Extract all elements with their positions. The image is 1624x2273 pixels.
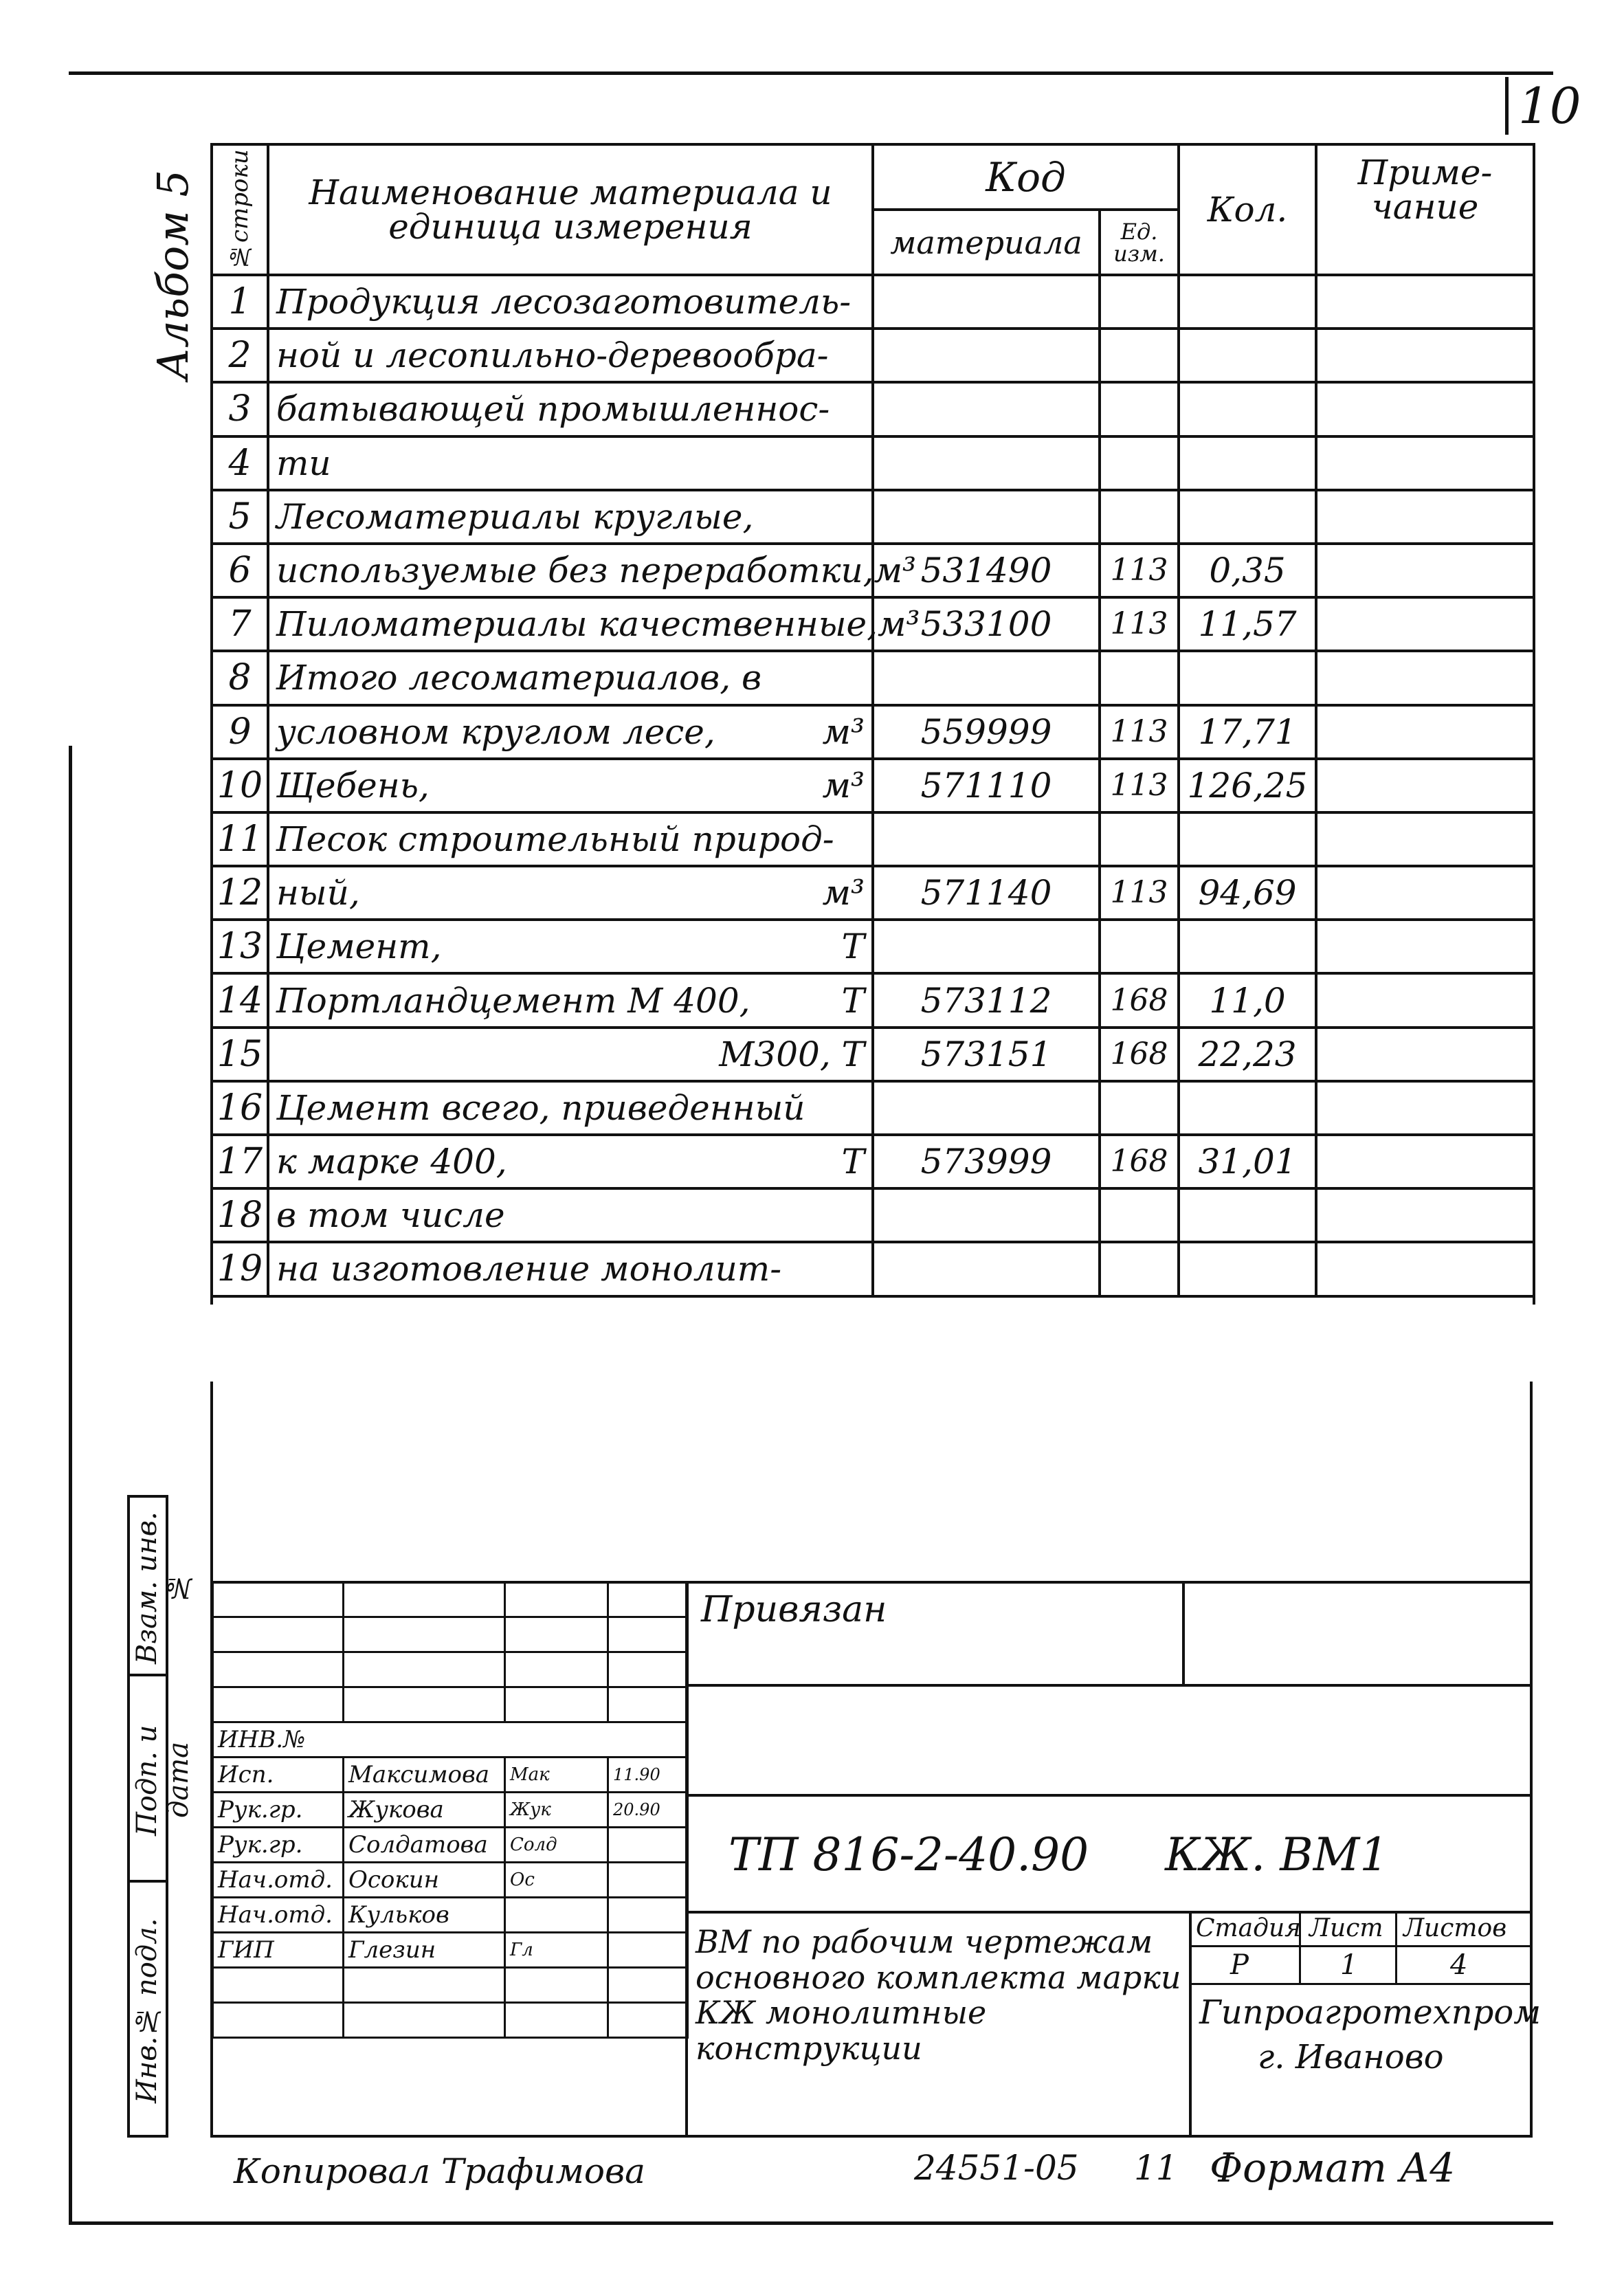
row-ed: [1100, 275, 1179, 329]
doc-description: ВМ по рабочим чертежам основного комплекта марки КЖ монолитные конструкции: [696, 1923, 1181, 2067]
row-ed: 113: [1100, 866, 1179, 920]
sig-sign: Мак: [505, 1758, 608, 1793]
sheet-header: Лист: [1309, 1914, 1383, 1942]
row-number: 10: [212, 759, 268, 812]
row-name-text: Продукция лесозаготовитель-: [276, 282, 852, 322]
signature-blank-row: [213, 1687, 688, 1722]
row-ed: [1100, 382, 1179, 436]
row-number: 3: [212, 382, 268, 436]
row-number: 17: [212, 1135, 268, 1188]
row-code: [873, 436, 1100, 490]
row-note: [1316, 812, 1534, 866]
sig-date: [608, 1933, 688, 1968]
row-name-text: ный,: [276, 873, 360, 913]
table-row: [212, 866, 1534, 920]
table-row: [212, 812, 1534, 866]
row-number: 15: [212, 1028, 268, 1081]
row-number: 2: [212, 329, 268, 382]
header-name: Наименование материала и единица измерения: [268, 144, 873, 275]
sig-sign: Солд: [505, 1828, 608, 1863]
row-name: [268, 436, 873, 490]
side-label-podp: Подп. и дата: [131, 1725, 194, 1836]
table-row: [212, 1028, 1534, 1081]
left-frame-line: [69, 746, 72, 2224]
sheet-value: 1: [1340, 1949, 1358, 1981]
row-code: 571110: [873, 759, 1100, 812]
header-note: Приме- чание: [1316, 144, 1534, 275]
row-name: [268, 490, 873, 544]
row-name-text: Песок строительный природ-: [276, 819, 834, 859]
sheets-value: 4: [1450, 1949, 1468, 1981]
row-code: [873, 382, 1100, 436]
row-name-text: к марке 400,: [276, 1142, 507, 1182]
table-gap-row: [212, 1296, 1534, 1305]
signature-row: [213, 1863, 688, 1898]
bottom-frame-line: [69, 2221, 1553, 2225]
row-name-text: Пиломатериалы качественные,: [276, 604, 878, 645]
footer-number: 24551-05: [914, 2148, 1079, 2188]
row-code: [873, 329, 1100, 382]
row-name-text: используемые без переработки,: [276, 551, 874, 591]
row-code: [873, 275, 1100, 329]
row-number: 4: [212, 436, 268, 490]
row-name: [268, 275, 873, 329]
row-note: [1316, 382, 1534, 436]
table-row: [212, 973, 1534, 1027]
header-row-no: №строки: [212, 144, 268, 275]
header-unit: Ед. изм.: [1100, 210, 1179, 275]
row-note: [1316, 275, 1534, 329]
sig-role: Нач.отд.: [213, 1898, 344, 1933]
row-qty: [1179, 812, 1316, 866]
row-code: 573999: [873, 1135, 1100, 1188]
row-qty: [1179, 382, 1316, 436]
sig-sign: Ос: [505, 1863, 608, 1898]
row-ed: [1100, 1242, 1179, 1296]
row-number: 11: [212, 812, 268, 866]
row-qty: [1179, 329, 1316, 382]
table-row: [212, 705, 1534, 759]
row-unit: м³: [822, 765, 865, 806]
table-row: [212, 544, 1534, 597]
side-label-vzam: Взам. инв.№: [131, 1511, 194, 1664]
signature-blank-row: [213, 2003, 688, 2038]
row-name: [268, 1028, 873, 1081]
row-qty: [1179, 1081, 1316, 1135]
table-row: [212, 759, 1534, 812]
table-row: [212, 490, 1534, 544]
row-number: 1: [212, 275, 268, 329]
row-ed: 113: [1100, 759, 1179, 812]
row-name-text: условном круглом лесе,: [276, 711, 715, 752]
org-name: Гипроагротехпром: [1199, 1993, 1542, 2032]
row-note: [1316, 544, 1534, 597]
row-ed: [1100, 920, 1179, 973]
row-code: [873, 1242, 1100, 1296]
row-unit: Т: [841, 1142, 865, 1182]
row-unit: м³: [822, 873, 865, 913]
row-unit: М300, Т: [719, 1034, 865, 1074]
row-name: [268, 1242, 873, 1296]
materials-table: [210, 143, 1535, 1305]
row-ed: 113: [1100, 597, 1179, 651]
sig-role: Рук.гр.: [213, 1793, 344, 1828]
row-note: [1316, 759, 1534, 812]
table-row: [212, 436, 1534, 490]
doc-code-number: ТП 816-2-40.90: [728, 1828, 1089, 1881]
row-number: 12: [212, 866, 268, 920]
row-number: 5: [212, 490, 268, 544]
sig-date: [608, 1898, 688, 1933]
row-note: [1316, 920, 1534, 973]
row-number: 9: [212, 705, 268, 759]
sig-sign: [505, 1898, 608, 1933]
row-qty: 22,23: [1179, 1028, 1316, 1081]
row-qty: 11,0: [1179, 973, 1316, 1027]
sig-role: Нач.отд.: [213, 1863, 344, 1898]
row-name-text: Цемент,: [276, 927, 442, 967]
row-code: [873, 651, 1100, 705]
row-ed: [1100, 436, 1179, 490]
row-qty: [1179, 436, 1316, 490]
top-frame-line: [69, 71, 1553, 75]
stage-header: Стадия: [1196, 1914, 1301, 1942]
signature-grid: [212, 1581, 689, 2039]
doc-code-suffix: КЖ. ВМ1: [1165, 1828, 1389, 1881]
row-name-text: Лесоматериалы круглые,: [276, 496, 754, 537]
row-note: [1316, 329, 1534, 382]
row-ed: 168: [1100, 973, 1179, 1027]
row-name: [268, 544, 917, 597]
row-name: [268, 866, 873, 920]
row-name: [268, 920, 873, 973]
row-unit: Т: [841, 980, 865, 1021]
row-ed: 113: [1100, 544, 1179, 597]
album-label: Альбом 5: [148, 170, 198, 380]
row-name-text: Цемент всего, приведенный: [276, 1087, 805, 1128]
sig-date: 20.90: [608, 1793, 688, 1828]
row-code: 573151: [873, 1028, 1100, 1081]
table-row: [212, 1081, 1534, 1135]
row-note: [1316, 651, 1534, 705]
row-name-text: ной и лесопильно-деревообра-: [276, 335, 829, 376]
row-code: [873, 1081, 1100, 1135]
row-name-text: в том числе: [276, 1195, 505, 1236]
sig-date: [608, 1863, 688, 1898]
row-note: [1316, 1028, 1534, 1081]
row-ed: 168: [1100, 1135, 1179, 1188]
row-note: [1316, 490, 1534, 544]
signature-row: [213, 1793, 688, 1828]
page-number: 10: [1505, 77, 1581, 135]
row-note: [1316, 973, 1534, 1027]
row-note: [1316, 597, 1534, 651]
row-ed: [1100, 329, 1179, 382]
row-name: [268, 1135, 873, 1188]
row-qty: [1179, 490, 1316, 544]
signature-row: [213, 1828, 688, 1863]
table-row: [212, 382, 1534, 436]
row-name: [268, 329, 873, 382]
signature-blank-row: [213, 1652, 688, 1687]
row-qty: 94,69: [1179, 866, 1316, 920]
row-ed: [1100, 490, 1179, 544]
row-number: 14: [212, 973, 268, 1027]
row-note: [1316, 1188, 1534, 1242]
row-note: [1316, 1081, 1534, 1135]
signature-row: [213, 1758, 688, 1793]
stage-value: Р: [1230, 1949, 1249, 1981]
sig-sign: Жук: [505, 1793, 608, 1828]
sig-date: [608, 1828, 688, 1863]
row-name-text: Портландцемент М 400,: [276, 980, 750, 1021]
row-qty: [1179, 920, 1316, 973]
row-ed: [1100, 1081, 1179, 1135]
row-number: 7: [212, 597, 268, 651]
row-number: 18: [212, 1188, 268, 1242]
row-qty: 17,71: [1179, 705, 1316, 759]
signature-blank-row: [213, 1617, 688, 1652]
row-note: [1316, 1242, 1534, 1296]
row-ed: [1100, 651, 1179, 705]
row-ed: 168: [1100, 1028, 1179, 1081]
sig-name: Кульков: [344, 1898, 505, 1933]
row-number: 13: [212, 920, 268, 973]
sig-name: Солдатова: [344, 1828, 505, 1863]
sig-name: Осокин: [344, 1863, 505, 1898]
row-qty: [1179, 1242, 1316, 1296]
sheets-header: Листов: [1403, 1914, 1507, 1942]
row-ed: [1100, 812, 1179, 866]
header-material: материала: [873, 210, 1100, 275]
privyazan-label: Привязан: [701, 1589, 887, 1630]
row-unit: м³: [874, 551, 917, 591]
signature-blank-row: [213, 1582, 688, 1617]
signature-blank-row: [213, 1968, 688, 2003]
row-number: 16: [212, 1081, 268, 1135]
row-name: [268, 812, 873, 866]
row-name-text: батывающей промышленнос-: [276, 389, 830, 430]
row-code: 571140: [873, 866, 1100, 920]
footer-format: Формат А4: [1210, 2144, 1456, 2191]
row-qty: 0,35: [1179, 544, 1316, 597]
row-name: [268, 705, 873, 759]
table-row: [212, 1135, 1534, 1188]
row-qty: 126,25: [1179, 759, 1316, 812]
row-unit: Т: [841, 927, 865, 967]
row-name: [268, 1188, 873, 1242]
side-label-inv: Инв.№ подл.: [131, 1918, 163, 2103]
doc-code: [728, 1828, 1388, 1881]
sig-role: ГИП: [213, 1933, 344, 1968]
row-code: 573112: [873, 973, 1100, 1027]
row-note: [1316, 866, 1534, 920]
footer-sheet: 11: [1134, 2148, 1178, 2188]
row-name-text: Щебень,: [276, 765, 430, 806]
row-name: [268, 597, 920, 651]
row-code: [873, 812, 1100, 866]
header-code: Код: [873, 144, 1179, 210]
inv-no-label: ИНВ.№: [213, 1722, 688, 1758]
row-code: 533100: [873, 597, 1100, 651]
table-row: [212, 329, 1534, 382]
row-unit: м³: [822, 711, 865, 752]
signature-row: [213, 1933, 688, 1968]
sig-role: Исп.: [213, 1758, 344, 1793]
row-qty: 31,01: [1179, 1135, 1316, 1188]
table-row: [212, 920, 1534, 973]
row-name: [268, 1081, 873, 1135]
signature-blank-row: [213, 1722, 688, 1758]
row-name: [268, 651, 873, 705]
row-qty: [1179, 275, 1316, 329]
row-name-text: Итого лесоматериалов, в: [276, 658, 762, 698]
sig-sign: Гл: [505, 1933, 608, 1968]
sig-date: 11.90: [608, 1758, 688, 1793]
table-row: [212, 1188, 1534, 1242]
row-unit: м³: [878, 604, 920, 645]
table-row: [212, 651, 1534, 705]
table-row: [212, 597, 1534, 651]
row-name: [268, 382, 873, 436]
row-number: 19: [212, 1242, 268, 1296]
sig-name: Максимова: [344, 1758, 505, 1793]
row-ed: 113: [1100, 705, 1179, 759]
row-number: 6: [212, 544, 268, 597]
row-note: [1316, 436, 1534, 490]
row-qty: 11,57: [1179, 597, 1316, 651]
row-code: [873, 920, 1100, 973]
row-note: [1316, 1135, 1534, 1188]
table-row: [212, 1242, 1534, 1296]
sig-name: Жукова: [344, 1793, 505, 1828]
row-number: 8: [212, 651, 268, 705]
row-name: [268, 973, 873, 1027]
signature-row: [213, 1898, 688, 1933]
row-code: [873, 490, 1100, 544]
table-row: [212, 275, 1534, 329]
row-name: [268, 759, 873, 812]
side-strip: [127, 1495, 210, 2138]
row-note: [1316, 705, 1534, 759]
row-code: 531490: [873, 544, 1100, 597]
row-qty: [1179, 1188, 1316, 1242]
row-name-text: ти: [276, 443, 331, 483]
row-code: [873, 1188, 1100, 1242]
footer-copied: Копировал Трафимова: [234, 2151, 645, 2191]
header-qty: Кол.: [1179, 144, 1316, 275]
row-name-text: на изготовление монолит-: [276, 1249, 782, 1289]
sig-role: Рук.гр.: [213, 1828, 344, 1863]
org-city: г. Иваново: [1258, 2038, 1444, 2076]
row-code: 559999: [873, 705, 1100, 759]
sig-name: Глезин: [344, 1933, 505, 1968]
row-qty: [1179, 651, 1316, 705]
row-ed: [1100, 1188, 1179, 1242]
